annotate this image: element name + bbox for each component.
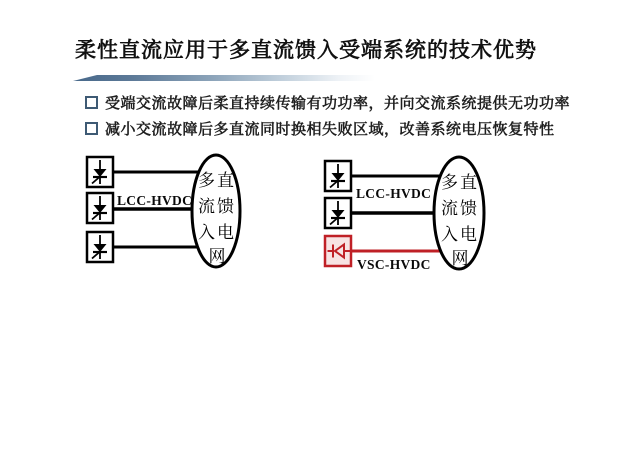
lcc-hvdc-label: LCC-HVDC (356, 186, 432, 201)
bullet-text: 减小交流故障后多直流同时换相失败区域，改善系统电压恢复特性 (105, 120, 555, 138)
grid-label-row: 流馈 (198, 197, 236, 217)
bullet-text: 受端交流故障后柔直持续传输有功功率，并向交流系统提供无功功率 (105, 94, 571, 112)
grid-label-row: 入电 (441, 225, 479, 245)
grid-label-row: 多直 (441, 173, 479, 193)
lcc-hvdc-label: LCC-HVDC (117, 193, 193, 208)
slide-title: 柔性直流应用于多直流馈入受端系统的技术优势 (75, 39, 537, 62)
grid-label-row: 网 (451, 249, 471, 269)
grid-label-row: 入电 (198, 223, 236, 243)
grid-label-row: 网 (208, 247, 228, 267)
vsc-hvdc-label: VSC-HVDC (357, 257, 431, 272)
lcc-vsc-diagram (325, 157, 484, 272)
lcc-only-diagram (87, 155, 240, 267)
grid-label-row: 多直 (198, 171, 236, 191)
grid-label-row: 流馈 (441, 199, 479, 219)
